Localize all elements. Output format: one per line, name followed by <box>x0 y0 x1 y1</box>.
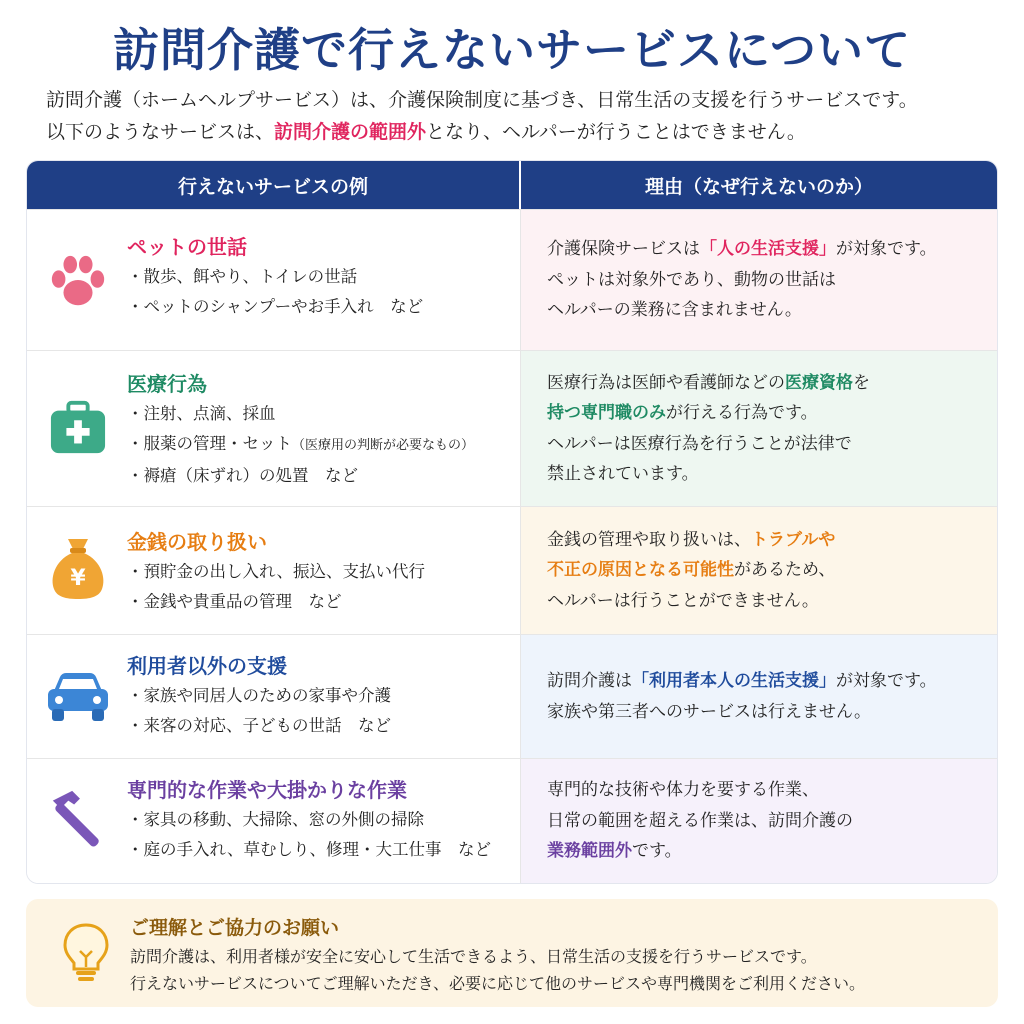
lightbulb-icon <box>60 921 112 985</box>
reason-text <box>547 368 870 490</box>
list-item <box>127 429 474 461</box>
notice-line: 行えないサービスについてご理解いただき、必要に応じて他のサービスや専門機関をご利用ください。 <box>130 974 866 993</box>
reason-line: ヘルパーは行うことができません。 <box>547 590 819 611</box>
reason-line: 日常の範囲を超える作業は、訪問介護の <box>547 810 853 831</box>
notice-line: 訪問介護は、利用者様が安全に安心して生活できるよう、日常生活の支援を行うサービスです。 <box>130 947 817 966</box>
intro-highlight: 訪問介護の範囲外 <box>274 121 427 143</box>
reason-line: 専門的な技術や体力を要する作業、 <box>547 780 819 801</box>
table-header <box>27 161 997 209</box>
category-title: 医療行為 <box>127 372 207 396</box>
list-item: ・ペットのシャンプーやお手入れ など <box>127 297 424 316</box>
car-icon <box>45 663 111 729</box>
table-row <box>27 350 997 506</box>
list-item-text: ・服薬の管理・セット <box>127 434 292 453</box>
category-title: 専門的な作業や大掛かりな作業 <box>127 778 407 802</box>
reason-text <box>547 666 937 727</box>
list-item: ・家族や同居人のための家事や介護 <box>127 686 391 705</box>
category-items <box>127 805 491 865</box>
reason-line: が対象です。 <box>836 239 937 260</box>
category-items <box>127 681 391 741</box>
list-item: ・散歩、餌やり、トイレの世話 <box>127 267 358 286</box>
reason-emphasis: 医療資格 <box>785 372 853 393</box>
header-examples: 行えないサービスの例 <box>27 161 521 209</box>
reason-line: ヘルパーは医療行為を行うことが法律で <box>547 433 852 454</box>
intro-line-1: 訪問介護（ホームヘルプサービス）は、介護保険制度に基づき、日常生活の支援を行うサービスです。 <box>46 89 918 111</box>
list-item: ・家具の移動、大掃除、窓の外側の掃除 <box>127 810 424 829</box>
reason-line: ヘルパーの業務に含まれません。 <box>547 300 802 321</box>
list-item-note: （医療用の判断が必要なもの） <box>292 438 475 453</box>
category-items <box>127 399 474 491</box>
reason-line: 家族や第三者へのサービスは行えません。 <box>547 701 872 722</box>
list-item: ・褥瘡（床ずれ）の処置 など <box>127 466 358 485</box>
intro-line-2-post: となり、ヘルパーが行うことはできません。 <box>426 121 806 143</box>
intro-text <box>46 84 996 148</box>
category-title: ペットの世話 <box>127 235 247 259</box>
list-item: ・預貯金の出し入れ、振込、支払い代行 <box>127 562 425 581</box>
reason-emphasis: 不正の原因となる可能性 <box>547 560 734 581</box>
svg-text:¥: ¥ <box>70 566 86 591</box>
reason-emphasis: 「人の生活支援」 <box>700 239 836 260</box>
reason-emphasis: トラブルや <box>751 529 836 550</box>
reason-line: 金銭の管理や取り扱いは、 <box>547 529 751 550</box>
category-items <box>127 262 423 322</box>
reason-line: を <box>853 372 870 393</box>
list-item: ・注射、点滴、採血 <box>127 404 276 423</box>
money-bag-icon <box>45 535 111 601</box>
page-title: 訪問介護で行えないサービスについて <box>112 23 912 77</box>
reason-line: が行える行為です。 <box>666 403 818 423</box>
first-aid-kit-icon <box>45 395 111 461</box>
reason-line: 介護保険サービスは <box>547 239 700 260</box>
category-title: 金銭の取り扱い <box>127 530 267 554</box>
list-item: ・庭の手入れ、草むしり、修理・大工仕事 など <box>127 840 491 859</box>
table-row <box>27 634 997 758</box>
reason-line: があるため、 <box>734 560 836 581</box>
reason-line: です。 <box>632 841 682 862</box>
hammer-icon <box>45 785 111 851</box>
reason-text <box>547 775 853 867</box>
reason-line: ペットは対象外であり、動物の世話は <box>547 269 836 290</box>
table-row <box>27 758 997 883</box>
reason-line: 医療行為は医師や看護師などの <box>547 372 785 393</box>
reason-line: 訪問介護は <box>547 671 632 691</box>
notice-box <box>26 899 998 1007</box>
reason-emphasis: 業務範囲外 <box>547 841 632 862</box>
category-title: 利用者以外の支援 <box>127 654 287 678</box>
paw-icon <box>45 248 111 314</box>
table-row <box>27 506 997 634</box>
category-items <box>127 557 425 617</box>
intro-line-2 <box>46 116 996 148</box>
intro-line-2-pre: 以下のようなサービスは、 <box>46 121 275 143</box>
reason-line: 禁止されています。 <box>547 464 699 484</box>
reason-text <box>547 234 937 326</box>
notice-text <box>130 943 990 997</box>
header-reasons: 理由（なぜ行えないのか） <box>644 175 873 198</box>
services-table <box>26 160 998 884</box>
list-item: ・来客の対応、子どもの世話 など <box>127 716 391 735</box>
reason-emphasis: 「利用者本人の生活支援」 <box>632 671 836 691</box>
reason-line: が対象です。 <box>836 671 937 691</box>
notice-title: ご理解とご協力のお願い <box>130 917 340 939</box>
reason-text <box>547 525 835 617</box>
reason-emphasis: 持つ専門職のみ <box>547 403 666 423</box>
table-row <box>27 209 997 350</box>
list-item: ・金銭や貴重品の管理 など <box>127 592 342 611</box>
